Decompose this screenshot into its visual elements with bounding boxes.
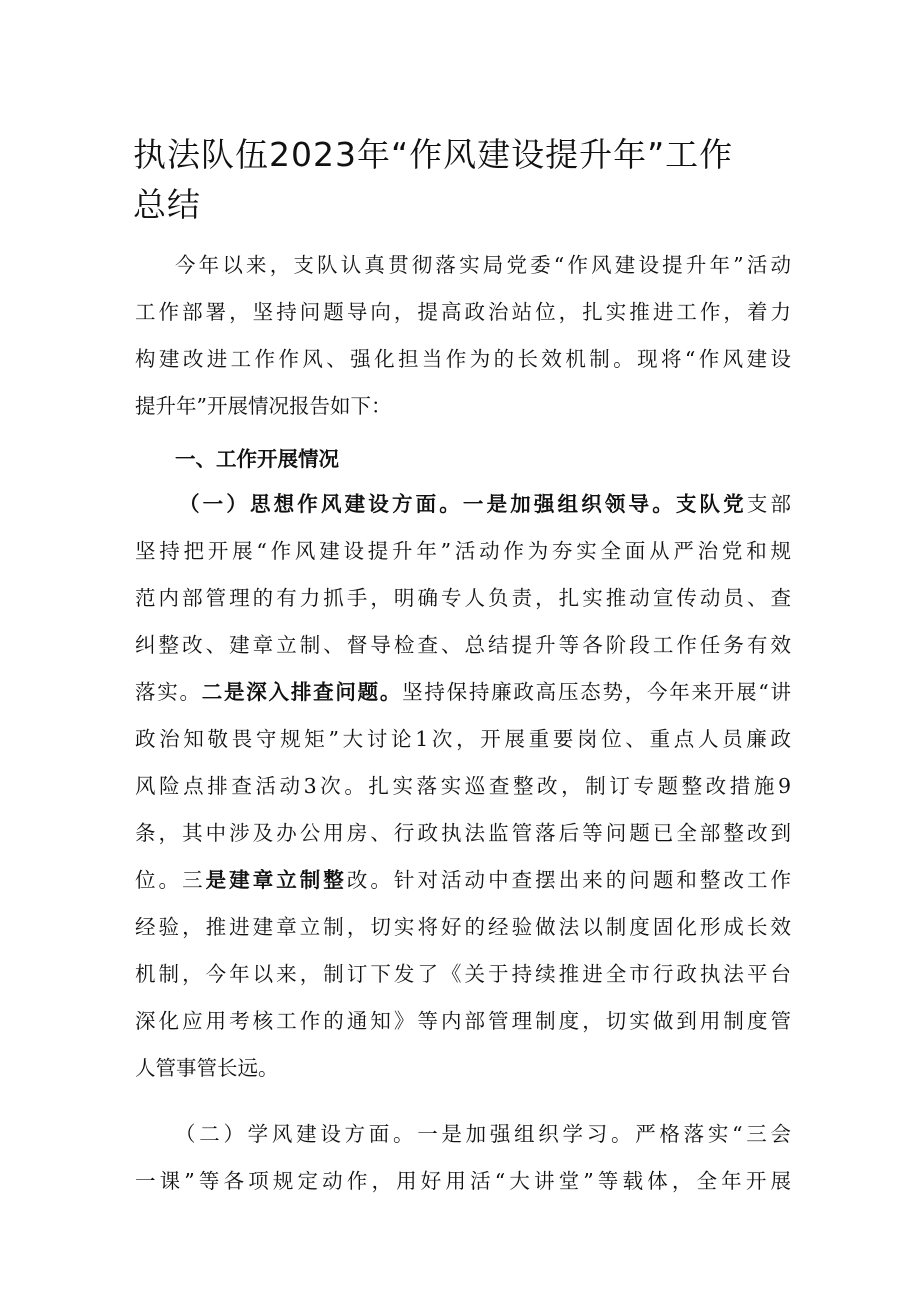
sub1-point3-bold: 是建章立制整 <box>205 868 347 892</box>
sub1-line-9 <box>135 865 791 895</box>
intro-line-4: 提升年”开展情况报告如下： <box>135 394 392 418</box>
sub1-line1-rest: 支部 <box>746 492 792 516</box>
sub1-line9-a: 位。三 <box>135 868 206 892</box>
sub1-line-6: 政治知敬畏守规矩”大讨论1次，开展重要岗位、重点人员廉政 <box>135 727 791 751</box>
sub2-line-2: 一课”等各项规定动作，用好用活“大讲堂”等载体，全年开展 <box>135 1169 791 1193</box>
sub1-line-4: 纠整改、建章立制、督导检查、总结提升等各阶段工作任务有效 <box>135 633 791 657</box>
sub1-line9-rest: 改。针对活动中查摆出来的问题和整改工作 <box>346 868 792 892</box>
sub1-line-12: 深化应用考核工作的通知》等内部管理制度，切实做到用制度管 <box>135 1009 791 1033</box>
sub1-point2-bold: 二是深入排查问题。 <box>201 680 403 704</box>
intro-line-1: 今年以来，支队认真贯彻落实局党委“作风建设提升年”活动 <box>175 253 791 277</box>
sub1-line-5 <box>135 677 791 707</box>
title-line-1: 执法队伍2023年“作风建设提升年”工作 <box>133 135 734 174</box>
sub1-line-1 <box>135 489 791 519</box>
sub1-heading-bold: （一）思想作风建设方面。一是加强组织领导。支队党 <box>179 492 747 516</box>
document-title <box>133 130 793 230</box>
intro-line-2: 工作部署，坚持问题导向，提高政治站位，扎实推进工作，着力 <box>135 300 791 324</box>
sub1-line-8: 条，其中涉及办公用房、行政执法监管落后等问题已全部整改到 <box>135 821 791 845</box>
sub1-line-3: 范内部管理的有力抓手，明确专人负责，扎实推动宣传动员、查 <box>135 586 791 610</box>
sub1-line5-a: 落实。 <box>135 680 202 704</box>
section-heading: 一、工作开展情况 <box>175 447 339 471</box>
sub1-line-11: 机制，今年以来，制订下发了《关于持续推进全市行政执法平台 <box>135 962 791 986</box>
sub1-line-10: 经验，推进建章立制，切实将好的经验做法以制度固化形成长效 <box>135 915 791 939</box>
sub2-line-1: （二）学风建设方面。一是加强组织学习。严格落实“三会 <box>175 1122 791 1146</box>
sub1-line-7: 风险点排查活动3次。扎实落实巡查整改，制订专题整改措施9 <box>135 774 791 798</box>
sub1-line-13: 人管事管长远。 <box>135 1056 279 1080</box>
sub1-line5-rest: 坚持保持廉政高压态势，今年来开展“讲 <box>402 680 792 704</box>
sub1-line-2: 坚持把开展“作风建设提升年”活动作为夯实全面从严治党和规 <box>135 539 791 563</box>
title-line-2: 总结 <box>133 185 201 224</box>
intro-line-3: 构建改进工作作风、强化担当作为的长效机制。现将“作风建设 <box>135 347 791 371</box>
